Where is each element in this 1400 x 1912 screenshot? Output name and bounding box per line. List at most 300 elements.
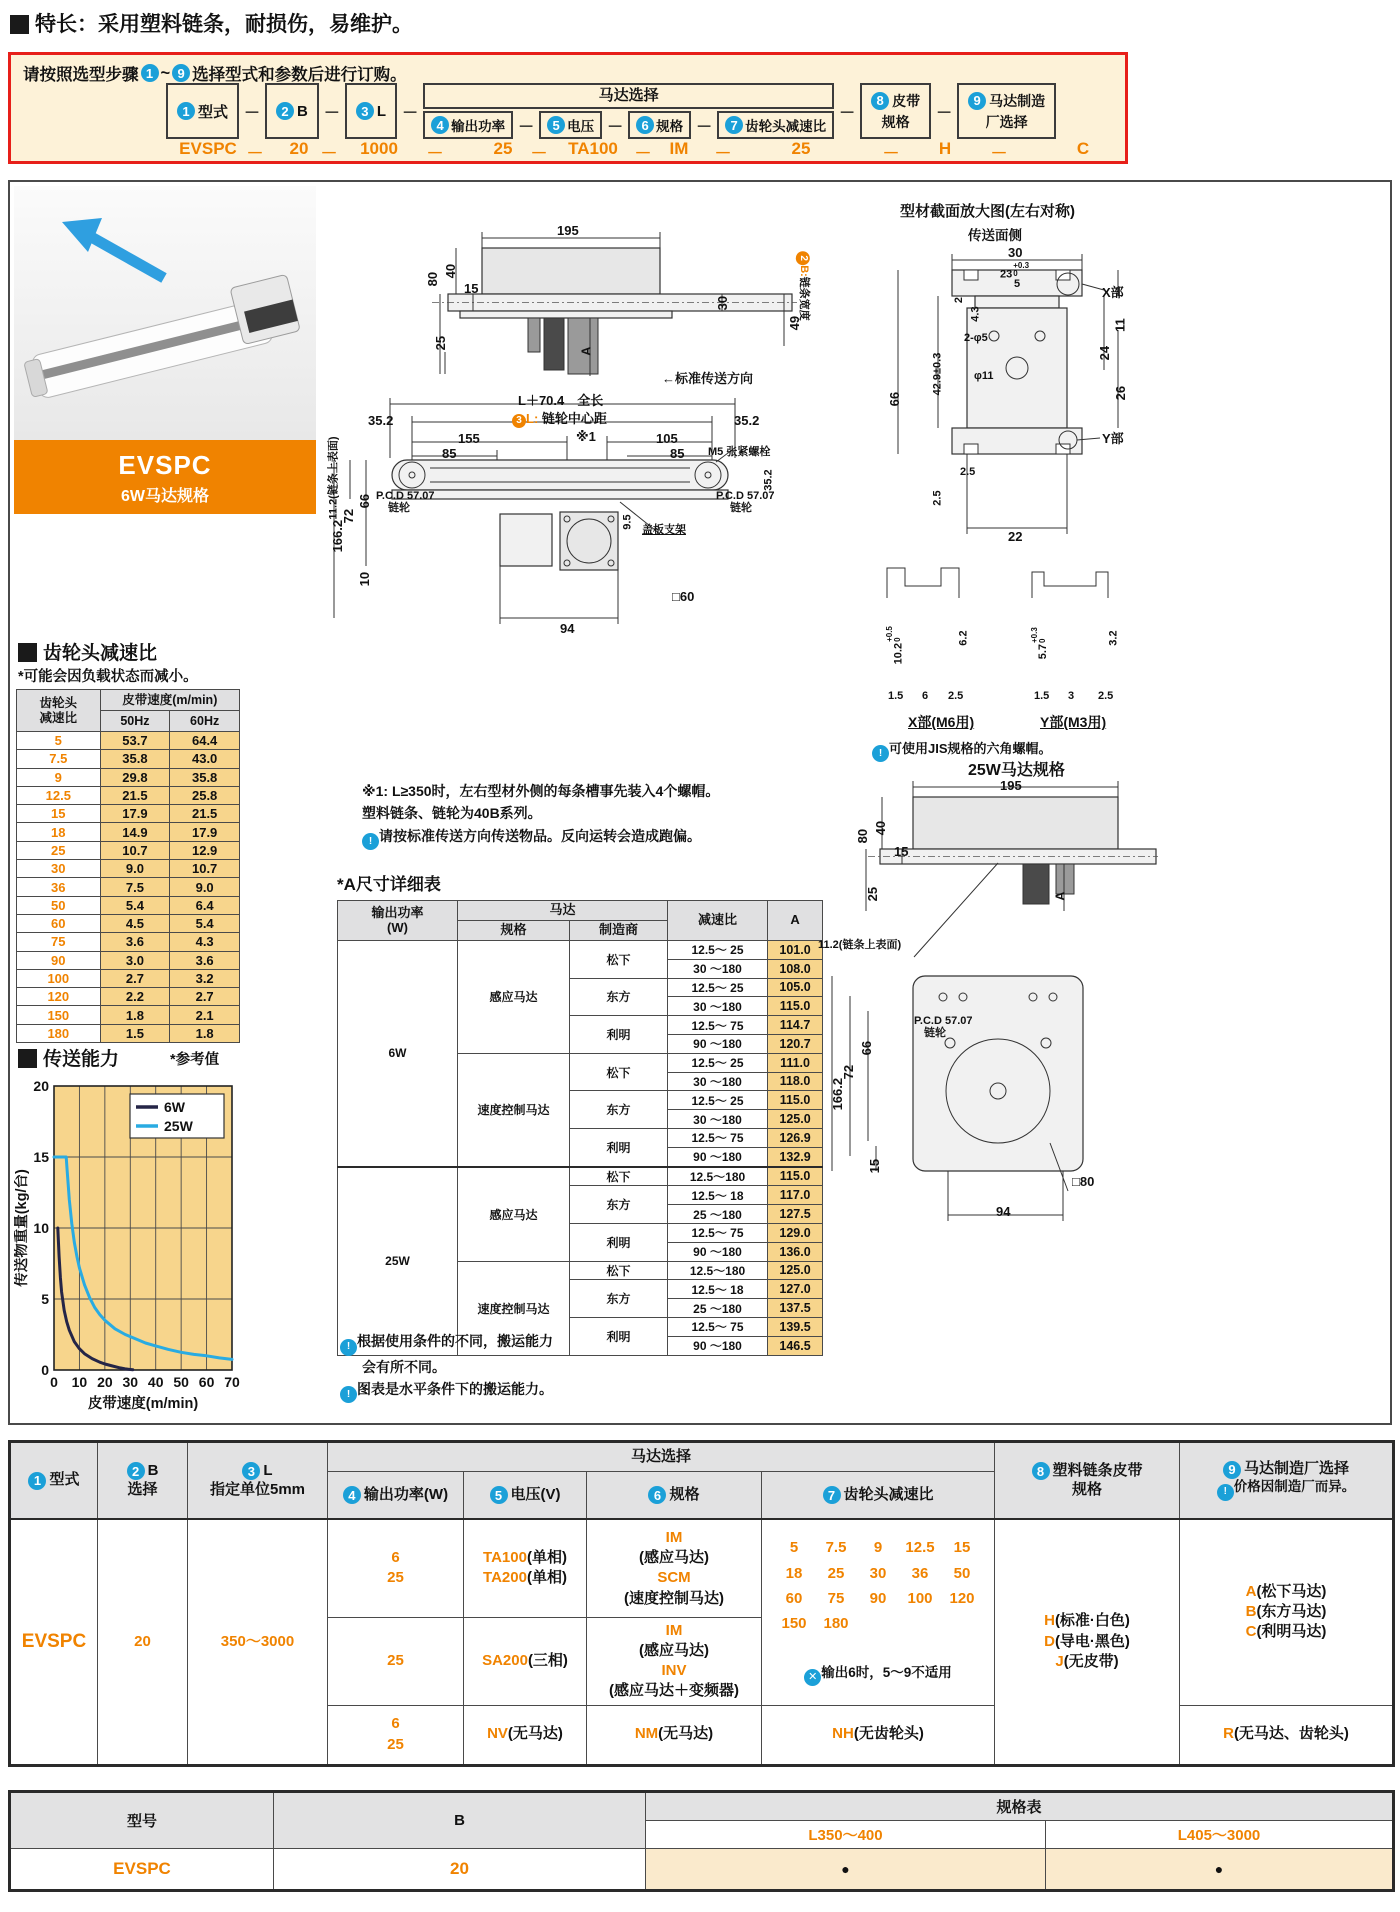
table-row xyxy=(17,951,240,969)
code: NV xyxy=(487,1725,508,1743)
y-caption: Y部(M3用) xyxy=(1040,714,1107,730)
h-note-text: 价格因制造厂而异。 xyxy=(1233,1479,1356,1494)
dim-text: 链条宽度 xyxy=(797,276,810,321)
header-row xyxy=(17,690,240,711)
tolerance xyxy=(1013,262,1029,279)
step-number-icon: 5 xyxy=(547,116,565,134)
order-code-value: 20 xyxy=(289,139,309,158)
dim-text: 80 xyxy=(425,271,441,287)
ratio-cell: 12.5～ 25 xyxy=(668,1053,768,1072)
h xyxy=(13,1471,95,1490)
dim-text: 66 xyxy=(357,493,373,509)
step-number-icon: 2 xyxy=(276,102,294,120)
ratio-cell: 12.5～ 75 xyxy=(668,1223,768,1242)
cross-section-title: 型材截面放大图(左右对称) xyxy=(900,203,1075,220)
capacity-chart-svg xyxy=(14,1076,252,1416)
dim-label xyxy=(444,264,458,278)
power-cell xyxy=(328,1519,464,1617)
order-code-dash: － xyxy=(882,144,900,163)
value-line xyxy=(997,1632,1177,1652)
speed50-cell: 35.8 xyxy=(100,750,170,768)
dim-text: 22 xyxy=(1008,529,1023,544)
tol-line: 0 xyxy=(1038,638,1048,643)
h-text: 规格 xyxy=(669,1485,700,1503)
ratio-cell: 7.5 xyxy=(17,750,101,768)
cross-section-drawing xyxy=(872,200,1157,762)
main-panel xyxy=(8,180,1392,1425)
a-value-cell: 115.0 xyxy=(768,997,823,1016)
desc: (三相) xyxy=(527,1651,568,1669)
note-text: ※1: L≥350时，左右型材外侧的每条槽事先装入4个螺帽。 xyxy=(362,783,720,799)
voltage-cell xyxy=(464,1617,587,1705)
banner-model: EVSPC xyxy=(118,450,212,480)
dim-text: 盖板支架 xyxy=(642,524,686,536)
order-code-dash: － xyxy=(530,144,548,163)
ratio-cell: 30 ～180 xyxy=(668,959,768,978)
model-table xyxy=(8,1790,1395,1892)
note-text: 根据使用条件的不同，搬运能力 xyxy=(357,1333,553,1349)
ratio-cell: 12.5～ 25 xyxy=(668,978,768,997)
dim-text: 2.5 xyxy=(948,690,964,702)
step-number-icon: 1 xyxy=(141,64,159,82)
step-number-icon: 3 xyxy=(356,102,374,120)
tol-line: 0 xyxy=(893,637,903,642)
dash: － xyxy=(323,104,340,122)
ratio-cell: 50 xyxy=(17,896,101,914)
h xyxy=(100,1462,185,1481)
selector-1 xyxy=(166,83,239,139)
dim-text: 66 xyxy=(887,391,903,407)
dim-text: 2-φ5 xyxy=(964,332,988,344)
capacity-chart xyxy=(14,1076,254,1418)
body-row xyxy=(10,1849,1394,1891)
code: IM xyxy=(665,1528,683,1546)
dim-label xyxy=(996,1205,1010,1219)
dim-label xyxy=(512,412,607,428)
selector-label xyxy=(968,91,1045,111)
b-col-header: B xyxy=(274,1792,646,1849)
order-code-value: C xyxy=(1076,139,1090,158)
dash: － xyxy=(936,104,953,122)
value-line xyxy=(1182,1582,1390,1602)
dim-text: 30 xyxy=(1008,245,1023,260)
speed50-cell: 1.8 xyxy=(100,1006,170,1024)
dim-label xyxy=(842,1065,856,1079)
dim-label xyxy=(922,690,928,702)
selector-text: 马达制造 xyxy=(989,92,1046,109)
a-value-cell: 118.0 xyxy=(768,1072,823,1091)
chart-text: 20 xyxy=(33,1078,49,1094)
dim-text: 链轮 xyxy=(924,1027,946,1039)
dim-label xyxy=(376,490,435,502)
dim-label xyxy=(670,447,684,461)
dim-text: 42.9±0.3 xyxy=(931,352,944,396)
length-range-header: L350～400 xyxy=(646,1821,1046,1849)
table-row xyxy=(17,786,240,804)
ratio-value: 18 xyxy=(785,1564,803,1582)
h xyxy=(330,1486,461,1505)
feature-line xyxy=(10,8,413,38)
table-row xyxy=(17,768,240,786)
chart-text: 传送物重量(kg/台) xyxy=(14,1169,30,1287)
desc: (速度控制马达) xyxy=(624,1589,724,1607)
speed60-cell: 21.5 xyxy=(170,805,240,823)
speed60-cell: 10.7 xyxy=(170,860,240,878)
ratio-cell: 30 xyxy=(17,860,101,878)
ratio-cell: 12.5～ 75 xyxy=(668,1128,768,1147)
dim-label xyxy=(557,224,579,238)
dim-prefix: B: xyxy=(797,265,810,277)
dim-label xyxy=(716,296,730,310)
dim-label xyxy=(576,430,596,444)
ratio-value: 15 xyxy=(953,1539,971,1557)
ratio-cell: 15 xyxy=(17,805,101,823)
note-line xyxy=(340,1378,810,1404)
dim-label xyxy=(970,306,982,321)
order-code-value: TA100 xyxy=(568,139,618,158)
dim-label xyxy=(796,251,810,321)
dim-text: 80 xyxy=(855,828,871,844)
speed50-cell: 17.9 xyxy=(100,805,170,823)
ratio-header: 减速比 xyxy=(668,901,768,941)
order-code-value: H xyxy=(938,139,952,158)
speed50-cell: 14.9 xyxy=(100,823,170,841)
dim-label xyxy=(958,630,970,645)
dim-text: 105 xyxy=(656,431,678,446)
dim-text: 2.5 xyxy=(1098,690,1114,702)
code: SCM xyxy=(657,1569,691,1587)
belt-cell xyxy=(995,1519,1180,1765)
ordering-selectors xyxy=(166,83,1056,139)
dim-label xyxy=(716,490,775,502)
selector-text2: 规格 xyxy=(881,113,910,130)
dim-label xyxy=(894,845,908,859)
dim-text: 4.3 xyxy=(969,306,982,322)
code: H xyxy=(1044,1612,1055,1630)
dim-label xyxy=(932,490,944,505)
dim-text: 6 xyxy=(922,690,929,702)
dim-label xyxy=(1114,318,1128,332)
power-cell: 6W xyxy=(338,941,458,1167)
dim-label xyxy=(1031,627,1049,659)
tip-bulb-icon: ! xyxy=(340,1339,357,1356)
ratio-cell: 60 xyxy=(17,914,101,932)
side-view-drawing xyxy=(332,223,810,419)
speed60-cell: 2.1 xyxy=(170,1006,240,1024)
tip-bulb-icon: ! xyxy=(340,1386,357,1403)
selector-9 xyxy=(957,83,1056,139)
speed60-cell: 3.2 xyxy=(170,969,240,987)
table-row xyxy=(17,841,240,859)
dim-label xyxy=(888,392,902,406)
ratio-note xyxy=(764,1664,992,1686)
table-row xyxy=(17,1006,240,1024)
maker-cell xyxy=(1180,1705,1394,1765)
ratio-cell: 90 ～180 xyxy=(668,1336,768,1355)
desc: (无马达) xyxy=(507,1725,563,1743)
header-型式 xyxy=(10,1442,98,1520)
dim-label xyxy=(1102,286,1124,300)
dim-text: X部 xyxy=(1102,285,1124,300)
a-value-cell: 137.5 xyxy=(768,1299,823,1318)
dim-label xyxy=(328,436,340,519)
speed50-cell: 9.0 xyxy=(100,860,170,878)
speed50-cell: 2.2 xyxy=(100,988,170,1006)
step-number-icon: 2 xyxy=(796,251,810,265)
dim-label xyxy=(1068,690,1074,702)
header-马达制造厂选择 xyxy=(1180,1442,1394,1520)
dim-label xyxy=(388,502,410,514)
desc: (感应马达) xyxy=(639,1549,709,1566)
desc: (感应马达＋变频器) xyxy=(609,1682,739,1700)
value-line xyxy=(466,1548,584,1568)
dim-text: 94 xyxy=(996,1204,1011,1219)
header-row xyxy=(10,1442,1394,1472)
chart-text: 10 xyxy=(71,1374,88,1390)
header-齿轮头减速比 xyxy=(762,1472,995,1520)
dim-label xyxy=(1034,690,1049,702)
maker-cell xyxy=(1180,1519,1394,1705)
availability-mark: ● xyxy=(1046,1849,1394,1891)
spec-cell xyxy=(587,1705,762,1765)
h xyxy=(764,1486,992,1505)
code: C xyxy=(1245,1623,1257,1641)
order-code-value: EVSPC xyxy=(179,139,237,158)
chart-text: 25W xyxy=(164,1118,193,1134)
dim-label xyxy=(358,494,372,508)
ratio-cell: 100 xyxy=(17,969,101,987)
ratio-cell: 12.5～ 75 xyxy=(668,1016,768,1035)
a-dimension-table xyxy=(337,900,827,1356)
speed50-cell: 3.6 xyxy=(100,933,170,951)
voltage-cell xyxy=(464,1519,587,1617)
dim-text: 85 xyxy=(442,446,457,461)
ratio-value: 30 xyxy=(869,1564,887,1582)
conveyor-photo-art xyxy=(14,186,316,440)
step-number-icon: 4 xyxy=(343,1486,361,1504)
value-line xyxy=(1182,1602,1390,1622)
ratio-cell: 12.5～ 25 xyxy=(668,941,768,960)
center-notes xyxy=(362,780,832,850)
step-number-icon: 2 xyxy=(127,1462,145,1480)
25w-title: 25W马达规格 xyxy=(968,762,1065,779)
chart-text: 15 xyxy=(33,1149,49,1165)
chart-text: 50 xyxy=(173,1374,189,1390)
note-line xyxy=(362,802,832,824)
a-value-cell: 146.5 xyxy=(768,1336,823,1355)
value-line xyxy=(1182,1724,1390,1744)
h xyxy=(466,1486,584,1505)
maker-cell: 松下 xyxy=(570,1167,668,1186)
speed60-cell: 9.0 xyxy=(170,878,240,896)
length-range-header: L405～3000 xyxy=(1046,1821,1394,1849)
b-value: 20 xyxy=(274,1849,646,1891)
speed50-cell: 5.4 xyxy=(100,896,170,914)
dim-text: 链轮中心距 xyxy=(538,411,607,426)
code: B xyxy=(1245,1603,1257,1621)
selector-6 xyxy=(628,111,691,139)
speed60-cell: 35.8 xyxy=(170,768,240,786)
dim-text: A xyxy=(1052,891,1068,901)
maker-header: 制造商 xyxy=(570,921,668,941)
ratio-value: 60 xyxy=(785,1589,803,1607)
chart-text: 5 xyxy=(41,1291,49,1307)
a-dimension-section xyxy=(337,870,827,1356)
ordering-code-row xyxy=(11,139,1125,163)
dim-text: 72 xyxy=(341,508,357,524)
step-number-icon: 8 xyxy=(1032,1462,1050,1480)
ratio-cell: 30 ～180 xyxy=(668,1072,768,1091)
model-banner xyxy=(14,440,316,514)
value-line xyxy=(997,1611,1177,1631)
maker-cell: 松下 xyxy=(570,1261,668,1280)
chart-text: 60 xyxy=(198,1374,215,1390)
header-row xyxy=(338,901,823,921)
ratio-value: 100 xyxy=(907,1589,933,1607)
dim-label xyxy=(1054,891,1068,900)
dim-text: 40 xyxy=(873,820,889,836)
dim-text: 26 xyxy=(1113,385,1129,401)
chart-text: 30 xyxy=(122,1374,139,1390)
spec-cell xyxy=(587,1617,762,1705)
model-value: EVSPC xyxy=(10,1849,274,1891)
dim-label xyxy=(442,447,456,461)
tolerance xyxy=(886,626,903,642)
dim-text: 2.5 xyxy=(931,490,944,506)
dim-text: 25 xyxy=(433,335,449,351)
speed60-cell: 2.7 xyxy=(170,988,240,1006)
dim-text: 72 xyxy=(841,1064,857,1080)
h: (W) xyxy=(387,919,408,935)
speed60-cell: 17.9 xyxy=(170,823,240,841)
table-row xyxy=(17,860,240,878)
a-value-cell: 111.0 xyxy=(768,1053,823,1072)
note-line xyxy=(340,1330,810,1356)
chart-text: 0 xyxy=(50,1374,58,1390)
dim-text: ※1 xyxy=(576,429,596,444)
note-text: 图表是水平条件下的搬运能力。 xyxy=(357,1380,553,1397)
dim-text: 195 xyxy=(557,223,579,238)
selector-label xyxy=(871,91,920,111)
header-塑料链条皮带 xyxy=(995,1442,1180,1520)
ratio-cell xyxy=(762,1705,995,1765)
dim-label xyxy=(874,821,888,835)
dim-label xyxy=(868,1159,882,1173)
section-marker-icon xyxy=(18,643,37,662)
dim-text: 3 xyxy=(1068,690,1075,702)
dash: － xyxy=(607,118,624,136)
header-L xyxy=(188,1442,328,1520)
ratio-value: 90 xyxy=(869,1589,887,1607)
h xyxy=(997,1462,1177,1481)
bottom-spec-table xyxy=(8,1440,1395,1767)
dim-label xyxy=(831,1078,845,1111)
table-row xyxy=(17,1024,240,1042)
dim-text: □80 xyxy=(1072,1174,1095,1189)
ratio-cell: 90 xyxy=(17,951,101,969)
dim-text: 11.2(链条上表面) xyxy=(327,436,340,520)
step-number-icon: 8 xyxy=(871,92,889,110)
dim-text: 10.2 xyxy=(892,642,905,665)
dim-label xyxy=(1102,432,1124,446)
dim-label xyxy=(818,939,901,951)
order-code-dash: － xyxy=(714,144,732,163)
code: TA100 xyxy=(483,1549,527,1566)
dim-text: 15 xyxy=(464,281,479,296)
dim-label xyxy=(672,590,694,604)
chart-text: 0 xyxy=(41,1362,49,1378)
table-row xyxy=(17,823,240,841)
dim-text: 2 xyxy=(953,296,966,304)
dim-label xyxy=(788,316,802,330)
dash: － xyxy=(244,104,261,122)
dim-label xyxy=(358,572,372,586)
tolerance xyxy=(1031,627,1048,643)
selector-5 xyxy=(539,111,602,139)
dash: － xyxy=(518,118,535,136)
dim-label xyxy=(368,414,393,428)
dim-label xyxy=(1098,346,1112,360)
desc: (松下马达) xyxy=(1256,1582,1327,1600)
selector-text: 型式 xyxy=(198,103,229,121)
dim-text: 链轮 xyxy=(730,502,752,514)
availability-mark: ● xyxy=(646,1849,1046,1891)
a-value-cell: 108.0 xyxy=(768,959,823,978)
desc: (感应马达) xyxy=(639,1641,709,1659)
dim-text: P.C.D 57.07 xyxy=(914,1015,973,1027)
ratio-value: 150 xyxy=(781,1615,807,1633)
desc: (无马达) xyxy=(658,1725,714,1743)
chart-text: 70 xyxy=(224,1374,240,1390)
step-number-icon: 7 xyxy=(725,116,743,134)
dim-label xyxy=(866,887,880,901)
dim-text: 49 xyxy=(787,315,803,331)
dim-text: 6.2 xyxy=(957,630,970,646)
motor-group-row xyxy=(423,111,834,139)
tol-line: +0.3 xyxy=(1029,627,1039,643)
power-cell xyxy=(328,1617,464,1705)
header-输出功率(W) xyxy=(328,1472,464,1520)
selector-text: 输出功率 xyxy=(451,119,506,134)
table-row xyxy=(17,988,240,1006)
step-number-icon: 7 xyxy=(823,1486,841,1504)
dim-label xyxy=(464,282,478,296)
dash: － xyxy=(402,104,419,122)
note-text: 请按标准传送方向传送物品。反向运转会造成跑偏。 xyxy=(379,827,701,844)
dim-label xyxy=(656,432,678,446)
a-value-cell: 101.0 xyxy=(768,941,823,960)
h-text: 型式 xyxy=(49,1471,80,1489)
h-text: 马达制造厂选择 xyxy=(1244,1460,1350,1478)
ratio-value: 9 xyxy=(873,1539,883,1557)
table-body xyxy=(10,1519,1394,1765)
dim-text: P.C.D 57.07 xyxy=(716,490,775,502)
ratio-cell: 90 ～180 xyxy=(668,1147,768,1166)
a-value-cell: 125.0 xyxy=(768,1110,823,1129)
plan-view-drawing xyxy=(320,394,802,644)
h-text: 电压(V) xyxy=(510,1485,561,1503)
a-value-cell: 127.5 xyxy=(768,1205,823,1224)
spec-cell: 感应马达 xyxy=(458,1167,570,1261)
selector-text: 规格 xyxy=(656,119,684,134)
dim-label xyxy=(1098,690,1113,702)
motor-group xyxy=(423,83,834,139)
dim-text: 40 xyxy=(443,263,459,279)
ratio-cell: 25 ～180 xyxy=(668,1205,768,1224)
spec-cell xyxy=(587,1519,762,1617)
body-row-1 xyxy=(10,1519,1394,1617)
voltage-cell xyxy=(464,1705,587,1765)
